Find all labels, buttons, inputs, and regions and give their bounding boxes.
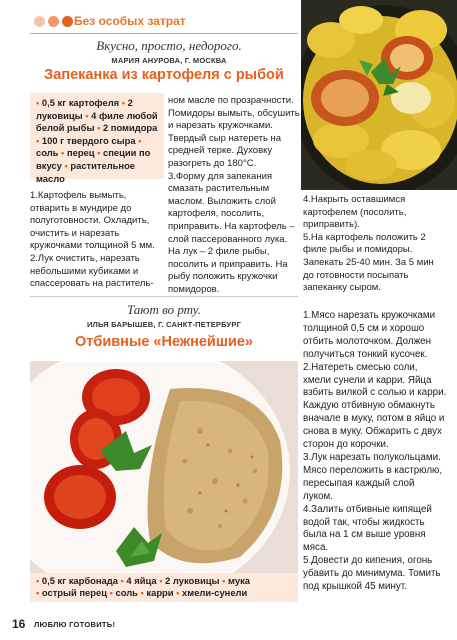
magazine-name: ЛЮБЛЮ ГОТОВИТЬ! [34, 620, 116, 629]
bullet-icon: • [109, 586, 116, 598]
bullet-icon: • [36, 134, 42, 146]
recipe2-title: Отбивные «Нежнейшие» [75, 334, 253, 350]
bullet-icon: • [159, 575, 166, 586]
recipe2-step: 3.Лук нарезать полукольцами. Мясо переложить в кастрюлю, пересыпая каждый слой луком. [303, 451, 443, 502]
recipe2-author: ИЛЬЯ БАРЫШЕВ, Г. САНКТ-ПЕТЕРБУРГ [86, 320, 242, 329]
recipe1-ingredients [30, 93, 164, 184]
recipe1-tagline: Вкусно, просто, недорого. [96, 38, 242, 53]
ingredient: специи по вкусу [36, 147, 151, 171]
ingredient: мука [228, 575, 250, 586]
recipe1-step: ном масле по прозрачности. Помидоры вымыть, обсушить и нарезать кружочками. Твердый сыр натереть на средней терке. Духовку разогреть до 180°С. [168, 95, 300, 169]
recipe2-ingredients-line-2 [36, 587, 294, 599]
ingredient: растительное масло [36, 159, 136, 184]
ingredient: перец [66, 147, 95, 159]
bullet-icon: • [222, 575, 229, 586]
ingredient: 4 яйца [126, 575, 157, 586]
recipe-divider [30, 296, 298, 297]
recipe2-step: 4.Залить отбивные кипящей водой так, чтобы жидкость была на 1 см выше уровня мяса. [303, 503, 432, 554]
bullet-icon: • [140, 586, 147, 598]
recipe2-step: 1.Мясо нарезать кружочками толщиной 0,5 см и хорошо отбить молоточком. Должен получиться тонкий кусочек. [303, 310, 436, 360]
recipe2-step: 2.Натереть смесью соли, хмели сунели и карри. Яйца взбить вилкой с солью и карри. Каждую отбивную обмакнуть вначале в муку, потом в яйцо и снова в муку. Обжарить с двух сторон до корочки. [303, 361, 447, 451]
ingredient: карри [146, 586, 174, 598]
bullet-icon: • [61, 147, 67, 159]
recipe2-tagline: Тают во рту. [127, 302, 201, 317]
bullet-icon: • [176, 586, 183, 598]
chops-photo [30, 361, 298, 573]
casserole-photo [301, 0, 457, 190]
bullet-icon: • [36, 97, 42, 108]
chops-image [30, 361, 298, 573]
section-label: Без особых затрат [74, 14, 186, 28]
recipe1-step: 4.Накрыть оставшимся картофелем (посолить, приправить). [303, 194, 407, 231]
bullet-icon: • [64, 159, 71, 171]
bullet-icon: • [120, 575, 127, 586]
ingredient: 2 луковицы [165, 575, 220, 586]
ingredient: острый перец [41, 586, 107, 598]
dot-dark [62, 16, 73, 27]
recipe1-author: МАРИЯ АНУРОВА, Г. МОСКВА [111, 56, 227, 65]
bullet-icon: • [36, 575, 42, 586]
ingredient: хмели-сунели [182, 586, 248, 598]
ingredient: 2 помидора [102, 122, 158, 134]
recipe1-step: 5.На картофель положить 2 филе рыбы и помидоры. Запекать 25-40 мин. За 5 мин до готовности посыпать запеканку сыром. [303, 231, 434, 294]
ingredient: соль [115, 586, 138, 598]
recipe1-step: 1.Картофель вымыть, отварить в мундире до полуготовности. Охладить, очистить и нарезать кружочками толщиной 5 мм. [30, 190, 155, 252]
bullet-icon: • [97, 122, 103, 134]
ingredient: 2 луковицы [36, 97, 133, 121]
bullet-icon: • [138, 134, 142, 146]
page-number: 16 [12, 617, 26, 631]
header-divider [30, 33, 298, 34]
ingredient: 4 филе любой белой рыбы [36, 109, 158, 134]
ingredient: соль [36, 147, 59, 159]
ingredient: 100 г твердого сыра [41, 134, 136, 146]
recipe2-ingredients [30, 573, 298, 602]
recipe1-title: Запеканка из картофеля с рыбой [44, 67, 284, 83]
bullet-icon: • [121, 97, 128, 108]
recipe2-ingredients-line-1 [36, 575, 294, 587]
casserole-image [301, 0, 457, 190]
recipe2-step: 5.Довести до кипения, огонь убавить до минимума. Томить под крышкой 45 минут. [303, 555, 441, 593]
bullet-icon: • [85, 109, 92, 121]
recipe1-step: 2.Лук очистить, нарезать небольшими кубиками и спассеровать на раститель- [30, 252, 154, 290]
section-dots [34, 16, 73, 30]
recipe1-column-1 [30, 190, 164, 291]
recipe1-step: 3.Форму для запекания смазать растительным маслом. Выложить слой картофеля, посолить, приправить. На картофель – слой пассерованного лука. На лук – 2 филе рыбы, посолить и приправить. На рыбу положить кружочки помидоров. [168, 170, 295, 295]
ingredient: 0,5 кг карбонада [41, 575, 118, 586]
recipe1-column-3 [303, 194, 446, 295]
dot-light [34, 16, 45, 27]
bullet-icon: • [36, 586, 42, 598]
recipe2-steps [303, 310, 447, 594]
recipe1-column-2 [168, 95, 300, 297]
ingredient: 0,5 кг картофеля [41, 97, 120, 108]
dot-medium [48, 16, 59, 27]
bullet-icon: • [97, 147, 104, 159]
